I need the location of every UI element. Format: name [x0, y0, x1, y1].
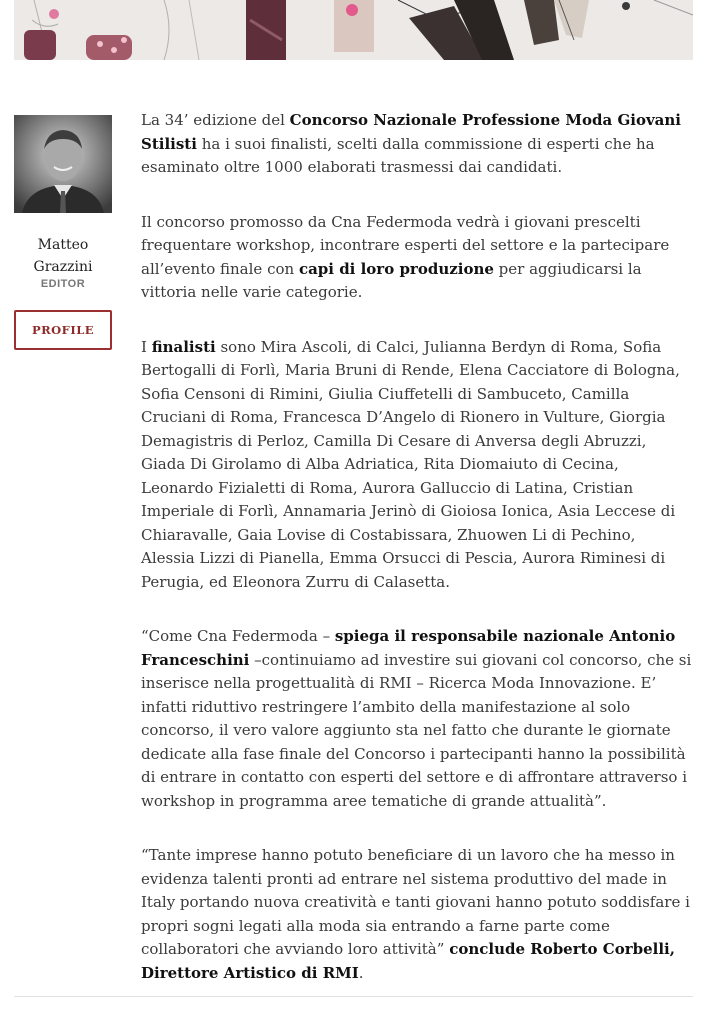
- author-role: EDITOR: [40, 278, 86, 290]
- paragraph-text: “Come Cna Federmoda –: [141, 627, 335, 645]
- paragraph-bold: finalisti: [151, 337, 216, 356]
- paragraph-text: .: [358, 963, 364, 982]
- paragraph-text: ha i suoi finalisti, scelti dalla commissione di esperti che ha esaminato oltre 1000 elaborati trasmessi dai candidati.: [141, 134, 655, 176]
- paragraph-3: [141, 336, 693, 595]
- paragraph-text: sono Mira Ascoli, di Calci, Julianna Berdyn di Roma, Sofia Bertogalli di Forlì, Maria Bruni di Rende, Elena Cacciatore di Bologna, Sofia Censoni di Rimini, Giulia Ciuffetelli di Sambuceto, Camilla Cruciani di Roma, Francesca D’Angelo di Rionero in Vulture, Giorgia Demagistris di Perloz, Camilla Di Cesare di Anversa degli Abruzzi, Giada Di Girolamo di Alba Adriatica, Rita Diomaiuto di Cecina, Leonardo Fizialetti di Roma, Aurora Galluccio di Latina, Cristian Imperiale di Forlì, Annamaria Jerinò di Gioiosa Ionica, Asia Leccese di Chiaravalle, Gaia Lovise di Costabissara, Zhuowen Li di Pechino, Alessia Lizzi di Pianella, Emma Orsucci di Pescia, Aurora Riminesi di Perugia, ed Eleonora Zurru di Calasetta.: [141, 337, 680, 591]
- hero-image: [14, 0, 693, 60]
- profile-button[interactable]: PROFILE: [14, 310, 112, 350]
- paragraph-text: per aggiudicarsi la vittoria nelle varie categorie.: [141, 259, 642, 301]
- author-name[interactable]: [14, 234, 112, 278]
- paragraph-5: [141, 844, 693, 985]
- article-body: [141, 109, 693, 1016]
- paragraph-text: “Tante imprese hanno potuto beneficiare di un lavoro che ha messo in evidenza talenti pronti ad entrare nel sistema produttivo del made in Italy portando nuova creatività e tanti giovani hanno potuto soddisfare i propri sogni legati alla moda sia entrando a farne parte come collaboratori che avviando loro attività”: [141, 846, 690, 958]
- paragraph-1: [141, 109, 693, 180]
- paragraph-text: –continuiamo ad investire sui giovani col concorso, che si inserisce nella progettualità di RMI – Ricerca Moda Innovazione. E’ infatti riduttivo restringere l’ambito della manifestazione al solo concorso, il vero valore aggiunto sta nel fatto che durante le giornate dedicate alla fase finale del Concorso i partecipanti hanno la possibilità di entrare in contatto con esperti del settore e di affrontare attraverso i workshop in programma aree tematiche di grande attualità”.: [141, 650, 692, 810]
- paragraph-text: I: [141, 337, 152, 356]
- paragraph-bold: capi di loro produzione: [298, 259, 494, 278]
- paragraph-text: Il concorso promosso da Cna Federmoda vedrà i giovani prescelti frequentare workshop, incontrare esperti del settore e la partecipare all’evento finale con: [141, 212, 670, 278]
- author-first-name[interactable]: Matteo: [37, 237, 89, 253]
- paragraph-bold: spiega il responsabile nazionale Antonio Franceschini: [141, 627, 676, 669]
- author-avatar[interactable]: [14, 115, 112, 213]
- paragraph-bold: conclude Roberto Corbelli, Direttore Artistico di RMI: [141, 940, 675, 982]
- paragraph-2: [141, 211, 693, 305]
- paragraph-bold: Concorso Nazionale Professione Moda Giovani Stilisti: [141, 111, 681, 153]
- footer-divider: [14, 996, 693, 997]
- paragraph-text: La 34’ edizione del: [141, 111, 290, 129]
- author-last-name[interactable]: Grazzini: [33, 259, 93, 275]
- author-box: [14, 115, 112, 290]
- paragraph-4: [141, 625, 693, 813]
